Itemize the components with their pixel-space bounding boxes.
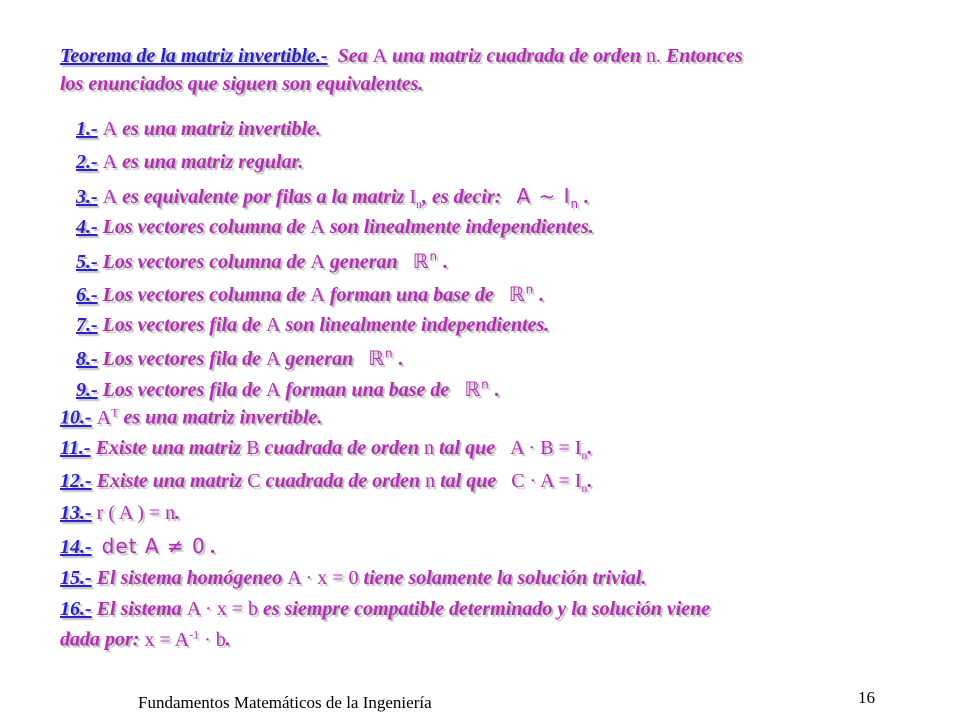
item-1 [76, 118, 321, 141]
row-equivalence-formula [516, 184, 580, 211]
item-text: es siempre compatible determinado y la solución viene [262, 598, 711, 620]
item-text: Los vectores fila de [102, 379, 261, 401]
item-14 [60, 534, 216, 559]
real-space [464, 377, 489, 401]
matrix-A: A [96, 406, 112, 429]
item-text: El sistema [96, 598, 182, 620]
item-text: Los vectores fila de [102, 314, 261, 336]
matrix-A: A [310, 216, 325, 238]
reals-symbol: ℝ [464, 377, 482, 401]
item-2 [76, 151, 303, 174]
item-text: Existe una matriz [96, 470, 243, 492]
order-n: n [423, 437, 434, 459]
matrix-A: A [265, 348, 281, 370]
determinant-formula: det A ≠ 0 [101, 534, 206, 558]
item-10 [60, 405, 322, 430]
identity-matrix [409, 186, 423, 211]
item-end: . [210, 536, 216, 558]
item-number: 1.- [76, 118, 98, 140]
reals-exponent: n [525, 282, 535, 297]
item-12 [60, 470, 592, 496]
item-number: 4.- [76, 216, 98, 238]
transpose-A [97, 407, 119, 429]
identity-I: I [409, 186, 417, 208]
item-text: tiene solamente la solución trivial. [363, 567, 647, 589]
identity-subscript: n [416, 197, 423, 211]
page-number: 16 [858, 688, 875, 707]
equation-subscript: n [581, 481, 588, 495]
formula-subscript: n [570, 197, 580, 211]
product-equation [511, 470, 588, 495]
item-text: generan [329, 251, 398, 273]
item-number: 10.- [60, 406, 92, 429]
item-text: Los vectores columna de [102, 216, 306, 238]
real-space [413, 249, 438, 273]
reals-symbol: ℝ [508, 282, 526, 306]
equation-text: C · A = I [511, 470, 582, 492]
real-space [509, 282, 534, 306]
reals-exponent: n [481, 377, 490, 392]
formula-text: A ∼ I [516, 184, 571, 208]
item-text: es una matriz invertible. [122, 118, 322, 140]
item-number: 9.- [76, 379, 98, 401]
item-end: . [584, 186, 590, 208]
item-end: . [225, 628, 231, 651]
equation-subscript: n [581, 448, 588, 462]
item-end: . [539, 284, 545, 306]
item-15 [60, 567, 646, 590]
reals-exponent: n [385, 346, 394, 361]
header-order-n: n. [645, 45, 661, 67]
inverse-exponent: -1 [189, 627, 200, 641]
header-text: Sea [337, 45, 368, 67]
item-number: 15.- [60, 567, 92, 589]
item-number: 6.- [76, 284, 98, 306]
item-11 [60, 437, 592, 463]
item-text: tal que [440, 470, 497, 492]
item-8 [76, 346, 404, 371]
item-text: son linealmente independientes. [285, 314, 550, 336]
matrix-B: B [246, 437, 260, 459]
item-text: es una matriz invertible. [123, 406, 323, 429]
reals-exponent: n [429, 249, 439, 264]
item-number: 11.- [60, 437, 91, 459]
item-end: . [587, 470, 593, 492]
item-text: cuadrada de orden [265, 470, 421, 492]
item-text: generan [285, 348, 354, 370]
item-number: 14.- [60, 536, 92, 558]
item-4 [76, 216, 594, 239]
footer-course-title: Fundamentos Matemáticos de la Ingeniería [138, 693, 432, 712]
matrix-A: A [310, 251, 325, 273]
item-number: 2.- [76, 151, 98, 173]
item-end: . [587, 437, 593, 459]
item-text: Los vectores columna de [102, 284, 306, 306]
solution-formula [144, 629, 225, 651]
header-matrix-A: A [372, 45, 388, 67]
equation-text: A · B = I [510, 437, 582, 459]
item-end: . [494, 379, 500, 401]
item-text: dada por: [60, 628, 140, 651]
matrix-A: A [102, 118, 118, 140]
item-text: forman una base de [329, 284, 494, 306]
header-text: Entonces [665, 45, 743, 67]
item-text: forman una base de [285, 379, 450, 401]
item-3 [76, 184, 589, 212]
item-number: 7.- [76, 314, 98, 336]
rank-equation: r ( A ) = n [96, 502, 176, 524]
order-n: n [425, 470, 436, 492]
item-end: . [175, 502, 181, 524]
item-number: 8.- [76, 348, 98, 370]
solution-x-eq: x = A [144, 628, 190, 651]
real-space [368, 346, 393, 370]
matrix-A: A [102, 186, 118, 208]
matrix-A: A [310, 284, 325, 306]
item-5 [76, 249, 448, 274]
item-number: 13.- [60, 502, 92, 524]
homogeneous-equation: A · x = 0 [287, 567, 359, 589]
transpose-exponent: T [111, 405, 119, 419]
item-number: 3.- [76, 186, 98, 208]
theorem-header [60, 42, 918, 98]
item-number: 16.- [60, 598, 92, 620]
item-number: 5.- [76, 251, 98, 273]
item-text: Los vectores columna de [102, 251, 306, 273]
matrix-A: A [265, 314, 281, 336]
item-number: 12.- [60, 470, 92, 492]
theorem-title: Teorema de la matriz invertible.- [60, 45, 328, 67]
item-text: Los vectores fila de [102, 348, 261, 370]
item-text: Existe una matriz [95, 437, 242, 459]
header-line2: los enunciados que siguen son equivalentes. [60, 73, 424, 95]
item-16 [60, 598, 710, 621]
item-text: tal que [438, 437, 496, 459]
matrix-A: A [265, 379, 281, 401]
item-text: es equivalente por filas a la matriz [122, 186, 405, 208]
product-equation [510, 437, 588, 462]
reals-symbol: ℝ [368, 346, 386, 370]
item-9 [76, 377, 500, 402]
matrix-A: A [102, 151, 118, 173]
item-text: cuadrada de orden [264, 437, 419, 459]
reals-symbol: ℝ [412, 249, 430, 273]
item-text: son linealmente independientes. [329, 216, 594, 238]
solution-b: · b [199, 628, 226, 651]
item-7 [76, 314, 549, 337]
item-text: El sistema homógeneo [96, 567, 283, 589]
item-end: . [443, 251, 449, 273]
item-end: . [398, 348, 404, 370]
matrix-C: C [247, 470, 261, 492]
item-13 [60, 502, 180, 525]
item-text: , es decir: [422, 186, 502, 208]
system-equation: A · x = b [186, 598, 258, 620]
item-text: es una matriz regular. [122, 151, 304, 173]
item-6 [76, 282, 544, 307]
header-text: una matriz cuadrada de orden [392, 45, 641, 67]
item-16-continuation [60, 627, 231, 652]
